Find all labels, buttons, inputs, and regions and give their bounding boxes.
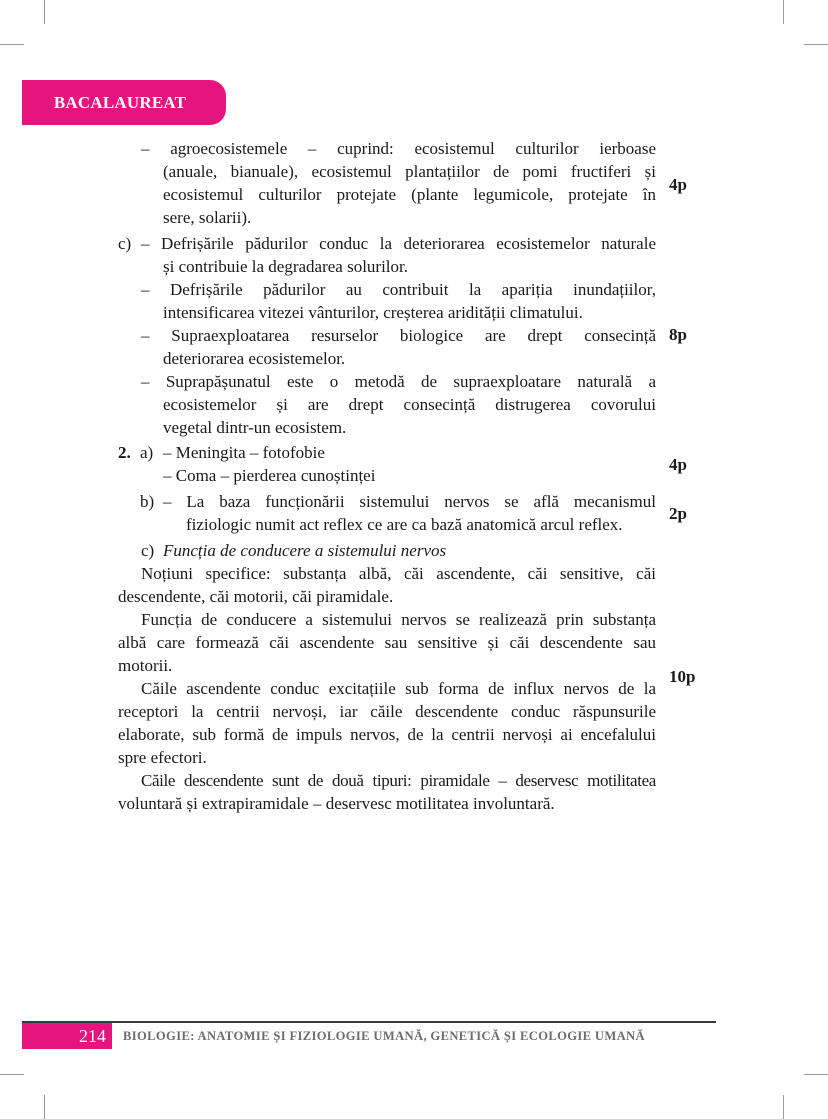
crop-mark — [783, 0, 784, 24]
text-line: Căile descendente sunt de două tipuri: piramidale – deservesc motilitatea — [141, 771, 656, 790]
crop-mark — [0, 44, 24, 45]
points-badge: 10p — [669, 667, 696, 686]
page-number: 214 — [22, 1023, 112, 1049]
subsection-title: Funcția de conducere a sistemului nervos — [163, 541, 447, 560]
text-line: – Defrișările pădurilor conduc la deteriorarea ecosistemelor naturale — [141, 234, 656, 253]
text-line: intensificarea vitezei vânturilor, creșterea aridității climatului. — [163, 303, 583, 322]
text-line: sere, solarii). — [163, 208, 252, 227]
item-marker: a) — [140, 443, 154, 462]
text-line: Funcția de conducere a sistemului nervos se realizează prin substanța — [141, 610, 656, 629]
text-line: vegetal dintr-un ecosistem. — [163, 418, 347, 437]
points-badge: 2p — [669, 504, 687, 523]
crop-mark — [0, 1074, 24, 1075]
text-line: ecosistemul culturilor protejate (plante legumicole, protejate în — [163, 185, 656, 204]
section-header-tab — [22, 80, 226, 125]
item-marker: b) — [140, 492, 155, 511]
text-line: Căile ascendente conduc excitațiile sub forma de influx nervos de la — [141, 679, 656, 698]
text-line: descendente, căi motorii, căi piramidale. — [118, 587, 394, 606]
text-line: fiziologic numit act reflex ce are ca bază anatomică arcul reflex. — [186, 515, 623, 534]
text-line: și contribuie la degradarea solurilor. — [163, 257, 408, 276]
text-line: Noțiuni specifice: substanța albă, căi ascendente, căi sensitive, căi — [141, 564, 656, 583]
text-line: receptori la centrii nervoși, iar căile descendente conduc răspunsurile — [118, 702, 656, 721]
text-line: – Supraexploatarea resurselor biologice are drept consecință — [141, 326, 656, 345]
text-line: – agroecosistemele – cuprind: ecosistemul culturilor ierboase — [141, 139, 656, 158]
text-line: – La baza funcționării sistemului nervos se află mecanismul — [163, 492, 656, 511]
crop-mark — [783, 1095, 784, 1119]
text-line: albă care formează căi ascendente sau sensitive și căi descendente sau — [118, 633, 656, 652]
section-header-label: BACALAUREAT — [53, 92, 187, 112]
question-number: 2. — [118, 443, 131, 462]
text-line: ecosistemelor și are drept consecință distrugerea covorului — [163, 395, 656, 414]
text-line: elaborate, sub formă de impuls nervos, de la centrii nervoși ai encefalului — [118, 725, 656, 744]
text-line: motorii. — [118, 656, 173, 675]
text-line: – Coma – pierderea cunoștinței — [163, 466, 376, 485]
item-marker: c) — [141, 541, 155, 560]
text-line: – Defrișările pădurilor au contribuit la apariția inundațiilor, — [141, 280, 656, 299]
text-line: deteriorarea ecosistemelor. — [163, 349, 346, 368]
crop-mark — [44, 0, 45, 24]
crop-mark — [44, 1095, 45, 1119]
text-line: voluntară și extrapiramidale – deservesc motilitatea involuntară. — [118, 794, 555, 813]
text-line: spre efectori. — [118, 748, 207, 767]
text-line: – Meningita – fotofobie — [163, 443, 325, 462]
points-badge: 4p — [669, 455, 687, 474]
footer-book-title: BIOLOGIE: ANATOMIE ȘI FIZIOLOGIE UMANĂ, GENETICĂ ȘI ECOLOGIE UMANĂ — [123, 1029, 645, 1043]
item-marker: c) — [118, 234, 132, 253]
crop-mark — [804, 44, 828, 45]
points-badge: 4p — [669, 175, 687, 194]
crop-mark — [804, 1074, 828, 1075]
points-badge: 8p — [669, 325, 687, 344]
text-line: – Suprapășunatul este o metodă de supraexploatare naturală a — [141, 372, 656, 391]
text-line: (anuale, bianuale), ecosistemul plantațiilor de pomi fructiferi și — [163, 162, 656, 181]
